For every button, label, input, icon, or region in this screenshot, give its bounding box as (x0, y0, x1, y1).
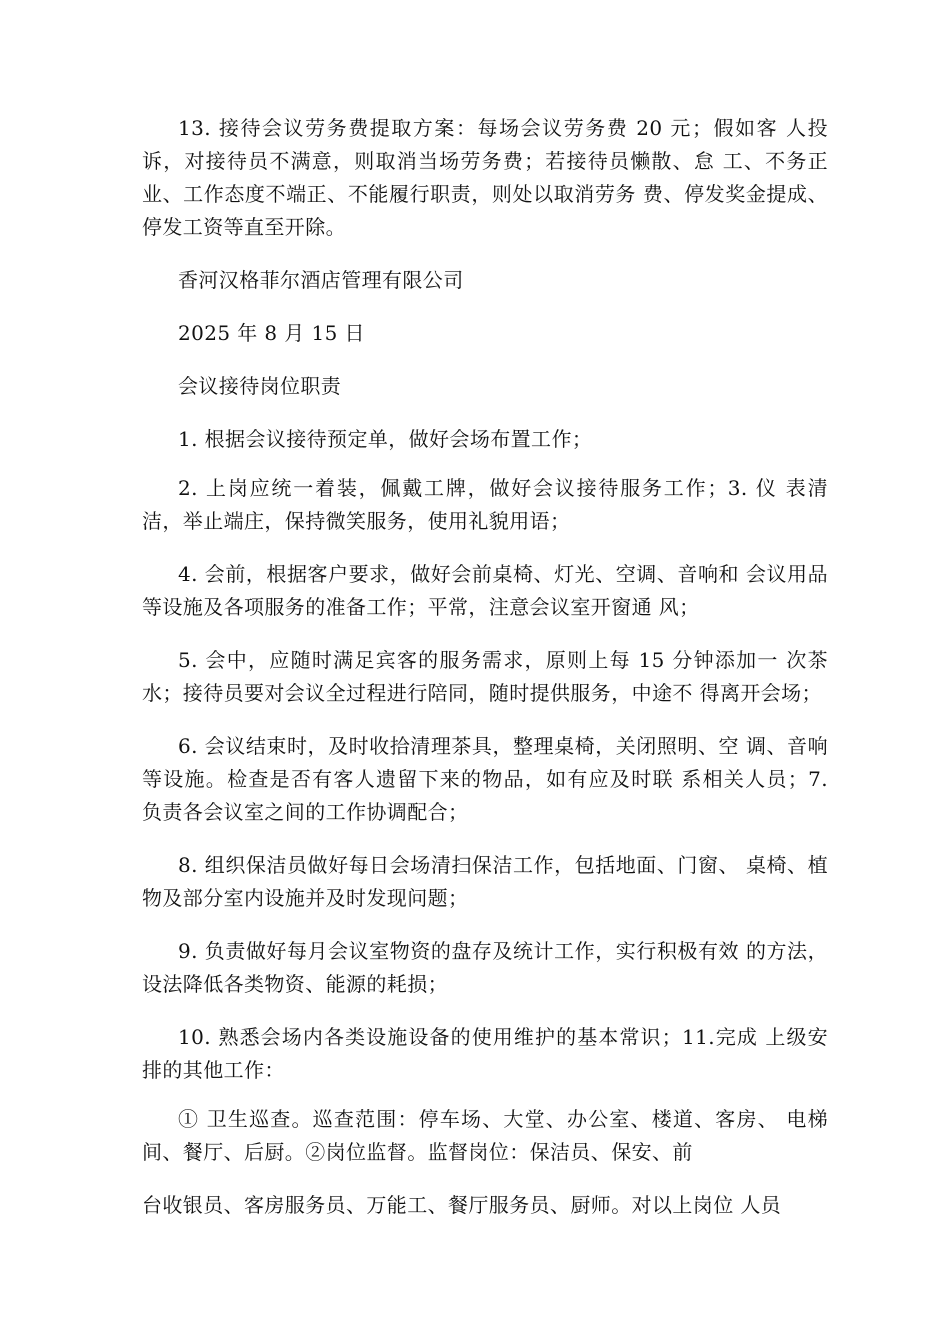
paragraph-item-9: 9. 负责做好每月会议室物资的盘存及统计工作，实行积极有效 的方法，设法降低各类物资、能源的耗损； (142, 939, 828, 996)
paragraph-item-2-3: 2. 上岗应统一着装，佩戴工牌，做好会议接待服务工作；3. 仪 表清洁，举止端庄，保持微笑服务，使用礼貌用语； (142, 476, 828, 533)
paragraph-item-10-11: 10. 熟悉会场内各类设施设备的使用维护的基本常识；11.完成 上级安排的其他工作： (142, 1025, 828, 1082)
paragraph-inspection: ① 卫生巡查。巡查范围：停车场、大堂、办公室、楼道、客房、 电梯间、餐厅、后厨。②岗位监督。监督岗位：保洁员、保安、前 (142, 1107, 828, 1164)
paragraph-item-1: 1. 根据会议接待预定单，做好会场布置工作； (178, 427, 593, 451)
section-title: 会议接待岗位职责 (178, 374, 342, 398)
paragraph-continuation: 台收银员、客房服务员、万能工、餐厅服务员、厨师。对以上岗位 人员 (142, 1193, 782, 1217)
company-name: 香河汉格菲尔酒店管理有限公司 (178, 268, 464, 292)
document-date: 2025 年 8 月 15 日 (178, 321, 365, 345)
paragraph-item-4: 4. 会前，根据客户要求，做好会前桌椅、灯光、空调、音响和 会议用品等设施及各项服务的准备工作；平常，注意会议室开窗通 风； (142, 562, 828, 619)
paragraph-item-6-7: 6. 会议结束时，及时收拾清理茶具，整理桌椅，关闭照明、空 调、音响等设施。检查是否有客人遗留下来的物品，如有应及时联 系相关人员；7. 负责各会议室之间的工作协调配合； (142, 734, 828, 824)
paragraph-item-5: 5. 会中，应随时满足宾客的服务需求，原则上每 15 分钟添加一 次茶水；接待员要对会议全过程进行陪同，随时提供服务，中途不 得离开会场； (142, 648, 828, 705)
paragraph-service-fee: 13. 接待会议劳务费提取方案：每场会议劳务费 20 元；假如客 人投诉，对接待员不满意，则取消当场劳务费；若接待员懒散、怠 工、不务正业、工作态度不端正、不能履行职责，则处以取消劳务 费、停发奖金提成、停发工资等直至开除。 (142, 116, 828, 239)
paragraph-item-8: 8. 组织保洁员做好每日会场清扫保洁工作，包括地面、门窗、 桌椅、植物及部分室内设施并及时发现问题； (142, 853, 828, 910)
